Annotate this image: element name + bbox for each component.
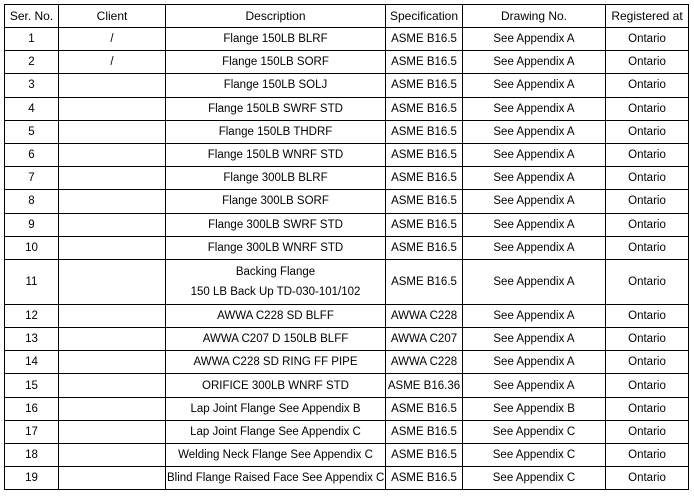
- table-body: [5, 28, 689, 490]
- cell-registered-at: Ontario: [606, 190, 689, 213]
- cell-description: [166, 74, 386, 97]
- cell-ser-no: 10: [5, 236, 59, 259]
- table-row: [5, 74, 689, 97]
- cell-description: [166, 97, 386, 120]
- table-row: [5, 143, 689, 166]
- cell-drawing-no: See Appendix B: [463, 397, 606, 420]
- cell-client: [59, 328, 166, 351]
- table-row: [5, 28, 689, 51]
- cell-ser-no: 8: [5, 190, 59, 213]
- description-line: Flange 300LB BLRF: [223, 172, 328, 185]
- cell-ser-no: 13: [5, 328, 59, 351]
- cell-drawing-no: See Appendix A: [463, 236, 606, 259]
- cell-client: [59, 420, 166, 443]
- cell-registered-at: Ontario: [606, 420, 689, 443]
- cell-ser-no: 16: [5, 397, 59, 420]
- cell-specification: AWWA C207: [386, 328, 463, 351]
- cell-description: [166, 444, 386, 467]
- cell-ser-no: 14: [5, 351, 59, 374]
- cell-specification: ASME B16.5: [386, 190, 463, 213]
- cell-drawing-no: See Appendix A: [463, 213, 606, 236]
- table-row: [5, 190, 689, 213]
- description-line: Welding Neck Flange See Appendix C: [178, 449, 373, 462]
- cell-drawing-no: See Appendix A: [463, 351, 606, 374]
- cell-specification: ASME B16.5: [386, 467, 463, 490]
- cell-registered-at: Ontario: [606, 143, 689, 166]
- cell-drawing-no: See Appendix C: [463, 467, 606, 490]
- table-header: [5, 5, 689, 28]
- cell-specification: AWWA C228: [386, 351, 463, 374]
- table-row: [5, 167, 689, 190]
- cell-description: [166, 28, 386, 51]
- header-client: Client: [59, 5, 166, 28]
- cell-ser-no: 17: [5, 420, 59, 443]
- cell-specification: ASME B16.5: [386, 97, 463, 120]
- cell-client: [59, 351, 166, 374]
- description-line: Flange 300LB SORF: [222, 195, 329, 208]
- description-line: Flange 150LB WNRF STD: [207, 149, 344, 162]
- header-specification: Specification: [386, 5, 463, 28]
- cell-specification: ASME B16.5: [386, 259, 463, 304]
- cell-drawing-no: See Appendix A: [463, 328, 606, 351]
- table-row: [5, 51, 689, 74]
- cell-ser-no: 11: [5, 259, 59, 304]
- cell-client: [59, 120, 166, 143]
- cell-description: [166, 328, 386, 351]
- cell-drawing-no: See Appendix C: [463, 444, 606, 467]
- description-line: Flange 150LB THDRF: [218, 125, 333, 138]
- cell-description: [166, 304, 386, 327]
- cell-registered-at: Ontario: [606, 74, 689, 97]
- cell-specification: ASME B16.5: [386, 74, 463, 97]
- cell-description: [166, 167, 386, 190]
- cell-drawing-no: See Appendix A: [463, 51, 606, 74]
- cell-specification: ASME B16.5: [386, 420, 463, 443]
- description-line: Backing Flange: [235, 265, 316, 278]
- cell-description: [166, 351, 386, 374]
- cell-description: [166, 259, 386, 304]
- header-drawing-no: Drawing No.: [463, 5, 606, 28]
- cell-client: [59, 467, 166, 490]
- cell-ser-no: 15: [5, 374, 59, 397]
- cell-description: [166, 120, 386, 143]
- description-line: Flange 150LB BLRF: [223, 33, 328, 46]
- cell-specification: ASME B16.5: [386, 51, 463, 74]
- cell-specification: ASME B16.5: [386, 167, 463, 190]
- flange-registration-table: [4, 4, 689, 490]
- cell-registered-at: Ontario: [606, 444, 689, 467]
- cell-drawing-no: See Appendix A: [463, 190, 606, 213]
- cell-specification: ASME B16.5: [386, 397, 463, 420]
- cell-client: [59, 304, 166, 327]
- cell-drawing-no: See Appendix A: [463, 28, 606, 51]
- cell-client: [59, 374, 166, 397]
- cell-specification: ASME B16.36: [386, 374, 463, 397]
- cell-client: [59, 167, 166, 190]
- cell-client: [59, 97, 166, 120]
- cell-drawing-no: See Appendix A: [463, 167, 606, 190]
- cell-registered-at: Ontario: [606, 351, 689, 374]
- cell-drawing-no: See Appendix A: [463, 97, 606, 120]
- cell-specification: ASME B16.5: [386, 143, 463, 166]
- cell-specification: AWWA C228: [386, 304, 463, 327]
- cell-client: /: [59, 28, 166, 51]
- description-line: ORIFICE 300LB WNRF STD: [202, 379, 349, 392]
- flange-registration-table-container: [4, 4, 688, 490]
- cell-client: [59, 74, 166, 97]
- cell-ser-no: 6: [5, 143, 59, 166]
- table-row: [5, 213, 689, 236]
- cell-ser-no: 4: [5, 97, 59, 120]
- cell-ser-no: 3: [5, 74, 59, 97]
- description-line: Flange 150LB SORF: [222, 56, 329, 69]
- cell-client: [59, 213, 166, 236]
- table-row: [5, 259, 689, 304]
- cell-registered-at: Ontario: [606, 51, 689, 74]
- cell-drawing-no: See Appendix A: [463, 74, 606, 97]
- table-row: [5, 374, 689, 397]
- cell-registered-at: Ontario: [606, 167, 689, 190]
- cell-registered-at: Ontario: [606, 328, 689, 351]
- cell-specification: ASME B16.5: [386, 236, 463, 259]
- table-row: [5, 444, 689, 467]
- table-row: [5, 397, 689, 420]
- cell-ser-no: 2: [5, 51, 59, 74]
- description-line: AWWA C228 SD BLFF: [217, 309, 334, 322]
- table-row: [5, 236, 689, 259]
- description-line: Flange 300LB SWRF STD: [208, 218, 343, 231]
- cell-drawing-no: See Appendix A: [463, 143, 606, 166]
- cell-ser-no: 19: [5, 467, 59, 490]
- description-line: Lap Joint Flange See Appendix C: [190, 425, 361, 438]
- table-row: [5, 328, 689, 351]
- description-line: 150 LB Back Up TD-030-101/102: [190, 285, 361, 298]
- cell-registered-at: Ontario: [606, 374, 689, 397]
- table-row: [5, 467, 689, 490]
- description-line: Lap Joint Flange See Appendix B: [190, 402, 361, 415]
- table-row: [5, 351, 689, 374]
- cell-ser-no: 7: [5, 167, 59, 190]
- cell-registered-at: Ontario: [606, 467, 689, 490]
- cell-registered-at: Ontario: [606, 97, 689, 120]
- cell-description: [166, 51, 386, 74]
- cell-registered-at: Ontario: [606, 304, 689, 327]
- cell-description: [166, 143, 386, 166]
- cell-client: [59, 397, 166, 420]
- cell-ser-no: 5: [5, 120, 59, 143]
- cell-client: [59, 143, 166, 166]
- header-registered-at: Registered at: [606, 5, 689, 28]
- cell-specification: ASME B16.5: [386, 213, 463, 236]
- cell-specification: ASME B16.5: [386, 120, 463, 143]
- cell-registered-at: Ontario: [606, 120, 689, 143]
- cell-ser-no: 12: [5, 304, 59, 327]
- cell-description: [166, 236, 386, 259]
- cell-description: [166, 190, 386, 213]
- cell-registered-at: Ontario: [606, 397, 689, 420]
- header-ser-no: Ser. No.: [5, 5, 59, 28]
- cell-drawing-no: See Appendix A: [463, 304, 606, 327]
- cell-client: [59, 236, 166, 259]
- table-row: [5, 97, 689, 120]
- cell-registered-at: Ontario: [606, 259, 689, 304]
- table-row: [5, 120, 689, 143]
- cell-description: [166, 374, 386, 397]
- cell-drawing-no: See Appendix C: [463, 420, 606, 443]
- cell-client: [59, 259, 166, 304]
- cell-ser-no: 9: [5, 213, 59, 236]
- header-row: [5, 5, 689, 28]
- header-description: Description: [166, 5, 386, 28]
- cell-description: [166, 213, 386, 236]
- cell-drawing-no: See Appendix A: [463, 374, 606, 397]
- cell-description: [166, 397, 386, 420]
- cell-client: [59, 190, 166, 213]
- cell-registered-at: Ontario: [606, 213, 689, 236]
- cell-description: [166, 420, 386, 443]
- description-line: Flange 300LB WNRF STD: [207, 241, 344, 254]
- description-line: Flange 150LB SWRF STD: [208, 102, 343, 115]
- cell-registered-at: Ontario: [606, 28, 689, 51]
- cell-drawing-no: See Appendix A: [463, 259, 606, 304]
- cell-specification: ASME B16.5: [386, 444, 463, 467]
- description-line: Blind Flange Raised Face See Appendix C: [167, 472, 385, 485]
- description-line: Flange 150LB SOLJ: [223, 79, 328, 92]
- description-line: AWWA C207 D 150LB BLFF: [202, 333, 349, 346]
- cell-client: /: [59, 51, 166, 74]
- cell-description: [166, 467, 386, 490]
- cell-drawing-no: See Appendix A: [463, 120, 606, 143]
- table-row: [5, 304, 689, 327]
- cell-registered-at: Ontario: [606, 236, 689, 259]
- description-line: AWWA C228 SD RING FF PIPE: [193, 356, 358, 369]
- cell-client: [59, 444, 166, 467]
- table-row: [5, 420, 689, 443]
- cell-specification: ASME B16.5: [386, 28, 463, 51]
- cell-ser-no: 1: [5, 28, 59, 51]
- cell-ser-no: 18: [5, 444, 59, 467]
